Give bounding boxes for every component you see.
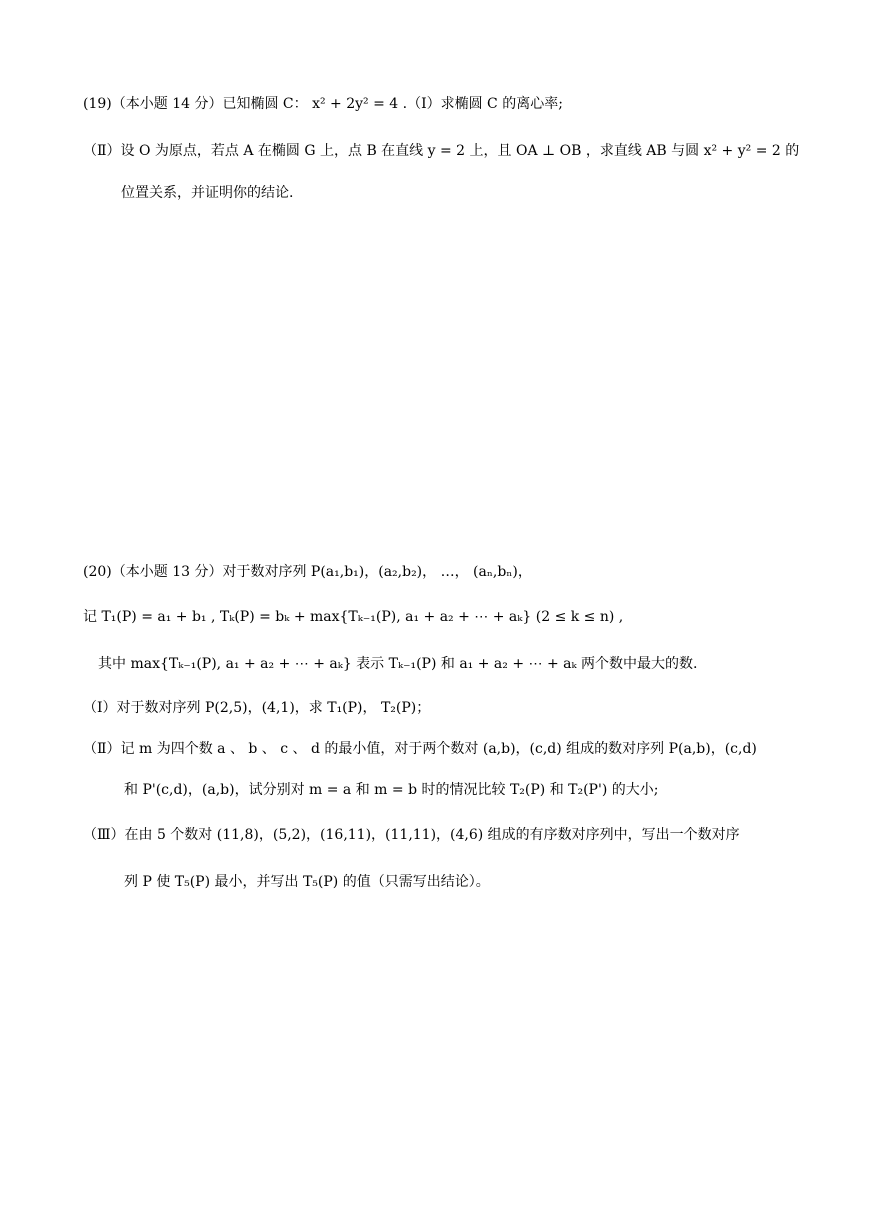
q19-part2-line2: 位置关系，并证明你的结论. bbox=[121, 185, 294, 201]
q19-statement: (19)（本小题 14 分）已知椭圆 C： x² + 2y² = 4 .（Ⅰ）求椭圆 C 的离心率; bbox=[83, 96, 563, 112]
q20-part1: （Ⅰ）对于数对序列 P(2,5)，(4,1)，求 T₁(P)， T₂(P)； bbox=[83, 700, 431, 716]
q20-statement: (20)（本小题 13 分）对于数对序列 P(a₁,b₁)，(a₂,b₂)， …， (aₙ,bₙ)， bbox=[83, 564, 532, 580]
q20-max-note: 其中 max{Tₖ₋₁(P), a₁ + a₂ + ⋯ + aₖ} 表示 Tₖ₋₁(P) 和 a₁ + a₂ + ⋯ + aₖ 两个数中最大的数. bbox=[98, 656, 698, 672]
q20-part2-line2: 和 P'(c,d)，(a,b)，试分别对 m = a 和 m = b 时的情况比较 T₂(P) 和 T₂(P') 的大小; bbox=[124, 782, 659, 798]
q20-definition: 记 T₁(P) = a₁ + b₁ , Tₖ(P) = bₖ + max{Tₖ₋₁(P), a₁ + a₂ + ⋯ + aₖ} (2 ≤ k ≤ n) , bbox=[83, 609, 624, 625]
q20-part2-line1: （Ⅱ）记 m 为四个数 a 、 b 、 c 、 d 的最小值，对于两个数对 (a,b)，(c,d) 组成的数对序列 P(a,b)，(c,d) bbox=[83, 741, 757, 757]
q20-part3-line2: 列 P 使 T₅(P) 最小，并写出 T₅(P) 的值（只需写出结论）。 bbox=[124, 874, 490, 890]
q19-part2-line1: （Ⅱ）设 O 为原点，若点 A 在椭圆 G 上，点 B 在直线 y = 2 上，且 OA ⊥ OB ，求直线 AB 与圆 x² + y² = 2 的 bbox=[83, 143, 800, 159]
q20-part3-line1: （Ⅲ）在由 5 个数对 (11,8)，(5,2)，(16,11)，(11,11)，(4,6) 组成的有序数对序列中，写出一个数对序 bbox=[83, 827, 740, 843]
